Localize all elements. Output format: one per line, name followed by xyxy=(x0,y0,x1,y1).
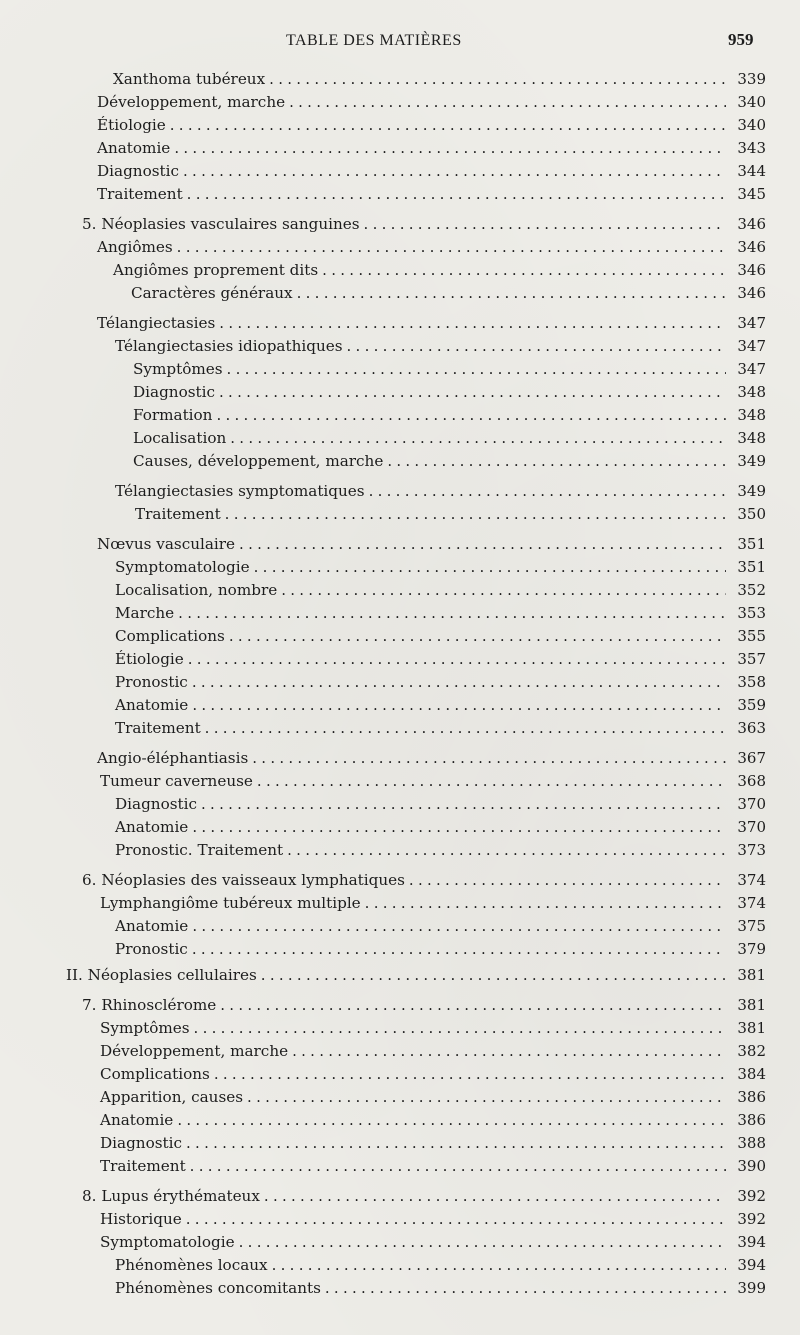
toc-entry-title: Nœvus vasculaire xyxy=(97,535,236,553)
toc-entry xyxy=(115,795,766,815)
toc-entry xyxy=(115,650,766,670)
toc-entry-page: 373 xyxy=(737,841,766,859)
dot-leader xyxy=(192,673,726,691)
toc-entry-title: Symptômes xyxy=(100,1019,190,1037)
toc-entry-page: 392 xyxy=(737,1210,766,1228)
toc-entry-title: Angio-éléphantiasis xyxy=(97,749,249,767)
toc-entry-page: 343 xyxy=(737,139,766,157)
toc-entry-title: Étiologie xyxy=(97,116,166,134)
toc-entry-page: 340 xyxy=(737,116,766,134)
toc-entry-title: Angiômes xyxy=(97,238,173,256)
dot-leader xyxy=(409,871,726,889)
dot-leader xyxy=(192,940,726,958)
toc-entry-title: Caractères généraux xyxy=(131,284,293,302)
dot-leader xyxy=(188,650,726,668)
toc-entry-title: Marche xyxy=(115,604,175,622)
toc-entry-page: 347 xyxy=(737,337,766,355)
toc-entry xyxy=(100,1157,766,1177)
dot-leader xyxy=(297,284,726,302)
toc-entry-title: Développement, marche xyxy=(100,1042,289,1060)
toc-entry-page: 394 xyxy=(737,1256,766,1274)
toc-entry-page: 370 xyxy=(737,818,766,836)
toc-entry-page: 374 xyxy=(737,871,766,889)
toc-entry-page: 384 xyxy=(737,1065,766,1083)
toc-entry xyxy=(100,1233,766,1253)
toc-entry xyxy=(133,429,766,449)
toc-entry xyxy=(97,139,766,159)
running-title: TABLE DES MATIÈRES xyxy=(286,32,462,49)
toc-entry-page: 375 xyxy=(737,917,766,935)
toc-entry-title: 6. Néoplasies des vaisseaux lymphatiques xyxy=(82,871,405,889)
dot-leader xyxy=(192,818,726,836)
dot-leader xyxy=(239,1233,726,1251)
toc-entry xyxy=(82,215,766,235)
toc-entry-page: 349 xyxy=(737,482,766,500)
dot-leader xyxy=(239,535,726,553)
toc-entry-title: Symptomatologie xyxy=(115,558,250,576)
dot-leader xyxy=(216,406,726,424)
dot-leader xyxy=(272,1256,726,1274)
toc-entry xyxy=(100,1111,766,1131)
toc-entry xyxy=(100,772,766,792)
toc-entry xyxy=(97,93,766,113)
toc-entry-title: 5. Néoplasies vasculaires sanguines xyxy=(82,215,360,233)
dot-leader xyxy=(227,360,726,378)
toc-entry-title: Complications xyxy=(115,627,225,645)
toc-entry xyxy=(115,558,766,578)
toc-entry-title: Traitement xyxy=(97,185,183,203)
dot-leader xyxy=(347,337,726,355)
toc-entry-title: Anatomie xyxy=(115,818,189,836)
toc-entry-page: 379 xyxy=(737,940,766,958)
toc-entry-title: Pronostic xyxy=(115,673,188,691)
toc-entry-title: Angiômes proprement dits xyxy=(113,261,319,279)
dot-leader xyxy=(269,70,726,88)
dot-leader xyxy=(205,719,726,737)
toc-entry xyxy=(115,627,766,647)
toc-entry-page: 399 xyxy=(737,1279,766,1297)
toc-entry-title: Localisation xyxy=(133,429,227,447)
dot-leader xyxy=(292,1042,726,1060)
toc-entry-title: Symptômes xyxy=(133,360,223,378)
toc-entry xyxy=(66,966,766,986)
dot-leader xyxy=(186,1134,726,1152)
toc-entry-title: Localisation, nombre xyxy=(115,581,278,599)
toc-entry-page: 348 xyxy=(737,406,766,424)
toc-entry-page: 381 xyxy=(737,1019,766,1037)
toc-entry xyxy=(115,482,766,502)
toc-entry xyxy=(115,604,766,624)
toc-entry-title: 7. Rhinosclérome xyxy=(82,996,217,1014)
toc-entry-title: Tumeur caverneuse xyxy=(100,772,253,790)
dot-leader xyxy=(252,749,726,767)
toc-entry-title: Lymphangiôme tubéreux multiple xyxy=(100,894,361,912)
toc-entry-title: Diagnostic xyxy=(133,383,215,401)
toc-entry-title: Diagnostic xyxy=(115,795,197,813)
toc-entry-page: 349 xyxy=(737,452,766,470)
toc-entry-title: Formation xyxy=(133,406,213,424)
toc-entry-title: Étiologie xyxy=(115,650,184,668)
dot-leader xyxy=(254,558,726,576)
toc-entry xyxy=(82,1187,766,1207)
toc-entry xyxy=(115,1279,766,1299)
dot-leader xyxy=(322,261,726,279)
toc-entry-title: Pronostic. Traitement xyxy=(115,841,284,859)
toc-entry-title: Diagnostic xyxy=(100,1134,182,1152)
toc-entry xyxy=(115,337,766,357)
toc-entry-title: Développement, marche xyxy=(97,93,286,111)
toc-entry-page: 390 xyxy=(737,1157,766,1175)
toc-entry-page: 346 xyxy=(737,261,766,279)
dot-leader xyxy=(192,696,726,714)
toc-entry xyxy=(97,314,766,334)
dot-leader xyxy=(281,581,726,599)
page-number: 959 xyxy=(728,30,754,49)
toc-entry-page: 347 xyxy=(737,360,766,378)
toc-entry-title: Historique xyxy=(100,1210,182,1228)
toc-entry xyxy=(133,452,766,472)
dot-leader xyxy=(192,917,726,935)
toc-entry xyxy=(100,1042,766,1062)
toc-entry-page: 350 xyxy=(737,505,766,523)
toc-entry-page: 351 xyxy=(737,558,766,576)
toc-entry xyxy=(100,1210,766,1230)
toc-entry-title: Anatomie xyxy=(115,917,189,935)
toc-entry-title: Télangiectasies idiopathiques xyxy=(115,337,343,355)
toc-entry-page: 386 xyxy=(737,1111,766,1129)
toc-entry-page: 345 xyxy=(737,185,766,203)
toc-entry xyxy=(135,505,766,525)
toc-entry-page: 348 xyxy=(737,429,766,447)
toc-entry xyxy=(115,841,766,861)
toc-entry xyxy=(115,673,766,693)
toc-entry-page: 357 xyxy=(737,650,766,668)
toc-entry-page: 344 xyxy=(737,162,766,180)
toc-entry-page: 392 xyxy=(737,1187,766,1205)
toc-entry-title: Traitement xyxy=(115,719,201,737)
toc-entry-title: Xanthoma tubéreux xyxy=(113,70,266,88)
dot-leader xyxy=(364,215,726,233)
toc-entry-title: Anatomie xyxy=(97,139,171,157)
toc-entry-title: Phénomènes locaux xyxy=(115,1256,268,1274)
toc-entry-title: Apparition, causes xyxy=(100,1088,244,1106)
toc-entry-page: 382 xyxy=(737,1042,766,1060)
dot-leader xyxy=(219,314,726,332)
toc-entry-page: 394 xyxy=(737,1233,766,1251)
toc-entry xyxy=(133,406,766,426)
toc-entry-page: 359 xyxy=(737,696,766,714)
toc-entry-title: Pronostic xyxy=(115,940,188,958)
toc-entry-page: 381 xyxy=(737,996,766,1014)
toc-entry-page: 363 xyxy=(737,719,766,737)
toc-entry xyxy=(131,284,766,304)
dot-leader xyxy=(220,996,726,1014)
toc-entry-page: 388 xyxy=(737,1134,766,1152)
toc-entry-page: 348 xyxy=(737,383,766,401)
toc-entry-page: 339 xyxy=(737,70,766,88)
dot-leader xyxy=(177,1111,726,1129)
toc-entry-page: 352 xyxy=(737,581,766,599)
toc-entry-page: 346 xyxy=(737,238,766,256)
toc-entry-title: 8. Lupus érythémateux xyxy=(82,1187,260,1205)
toc-entry-title: Télangiectasies symptomatiques xyxy=(115,482,365,500)
toc-entry-page: 346 xyxy=(737,215,766,233)
dot-leader xyxy=(287,841,726,859)
dot-leader xyxy=(365,894,726,912)
toc-entry-page: 358 xyxy=(737,673,766,691)
dot-leader xyxy=(257,772,726,790)
dot-leader xyxy=(187,185,726,203)
toc-entry-title: Traitement xyxy=(135,505,221,523)
toc-entry xyxy=(100,1019,766,1039)
toc-entry xyxy=(97,162,766,182)
toc-entry xyxy=(115,818,766,838)
toc-entry-page: 355 xyxy=(737,627,766,645)
toc-entry-title: Causes, développement, marche xyxy=(133,452,384,470)
dot-leader xyxy=(214,1065,726,1083)
toc-entry-title: Télangiectasies xyxy=(97,314,216,332)
dot-leader xyxy=(190,1157,726,1175)
dot-leader xyxy=(229,627,726,645)
toc-entry xyxy=(100,1065,766,1085)
dot-leader xyxy=(178,604,726,622)
dot-leader xyxy=(194,1019,726,1037)
toc-entry xyxy=(97,749,766,769)
toc-entry-page: 381 xyxy=(737,966,766,984)
toc-entry xyxy=(100,894,766,914)
toc-entry-page: 351 xyxy=(737,535,766,553)
toc-entry xyxy=(113,70,766,90)
dot-leader xyxy=(183,162,726,180)
toc-entry xyxy=(133,360,766,380)
toc-entry xyxy=(115,940,766,960)
dot-leader xyxy=(325,1279,726,1297)
toc-entry xyxy=(97,535,766,555)
dot-leader xyxy=(225,505,726,523)
dot-leader xyxy=(261,966,726,984)
toc-entry-page: 368 xyxy=(737,772,766,790)
toc-entry xyxy=(115,917,766,937)
dot-leader xyxy=(289,93,726,111)
toc-entry xyxy=(115,1256,766,1276)
toc-entry xyxy=(115,696,766,716)
toc-entry xyxy=(82,996,766,1016)
dot-leader xyxy=(247,1088,726,1106)
dot-leader xyxy=(230,429,726,447)
dot-leader xyxy=(177,238,726,256)
toc-entry-title: Anatomie xyxy=(100,1111,174,1129)
dot-leader xyxy=(174,139,726,157)
toc-entry xyxy=(113,261,766,281)
toc-entry xyxy=(115,719,766,739)
toc-entry-page: 353 xyxy=(737,604,766,622)
toc-entry-title: Anatomie xyxy=(115,696,189,714)
toc-entry-title: Phénomènes concomitants xyxy=(115,1279,321,1297)
toc-entry-page: 340 xyxy=(737,93,766,111)
toc-entry xyxy=(100,1134,766,1154)
toc-entry xyxy=(97,238,766,258)
toc-entry xyxy=(115,581,766,601)
dot-leader xyxy=(170,116,726,134)
toc-entry-page: 370 xyxy=(737,795,766,813)
toc-entry-page: 347 xyxy=(737,314,766,332)
running-header xyxy=(0,30,800,56)
toc-entry-page: 367 xyxy=(737,749,766,767)
dot-leader xyxy=(186,1210,726,1228)
toc-entry-title: Traitement xyxy=(100,1157,186,1175)
dot-leader xyxy=(219,383,726,401)
toc-entry xyxy=(97,116,766,136)
dot-leader xyxy=(369,482,726,500)
toc-entry-page: 386 xyxy=(737,1088,766,1106)
toc-entry-title: Complications xyxy=(100,1065,210,1083)
toc-entry xyxy=(82,871,766,891)
dot-leader xyxy=(201,795,726,813)
toc-entry-title: Symptomatologie xyxy=(100,1233,235,1251)
toc-entry xyxy=(133,383,766,403)
toc-entry-page: 346 xyxy=(737,284,766,302)
toc-entry xyxy=(100,1088,766,1108)
dot-leader xyxy=(264,1187,726,1205)
toc-entry-title: Diagnostic xyxy=(97,162,179,180)
toc-entry-title: II. Néoplasies cellulaires xyxy=(66,966,257,984)
dot-leader xyxy=(387,452,726,470)
toc-entry-page: 374 xyxy=(737,894,766,912)
toc-entry xyxy=(97,185,766,205)
